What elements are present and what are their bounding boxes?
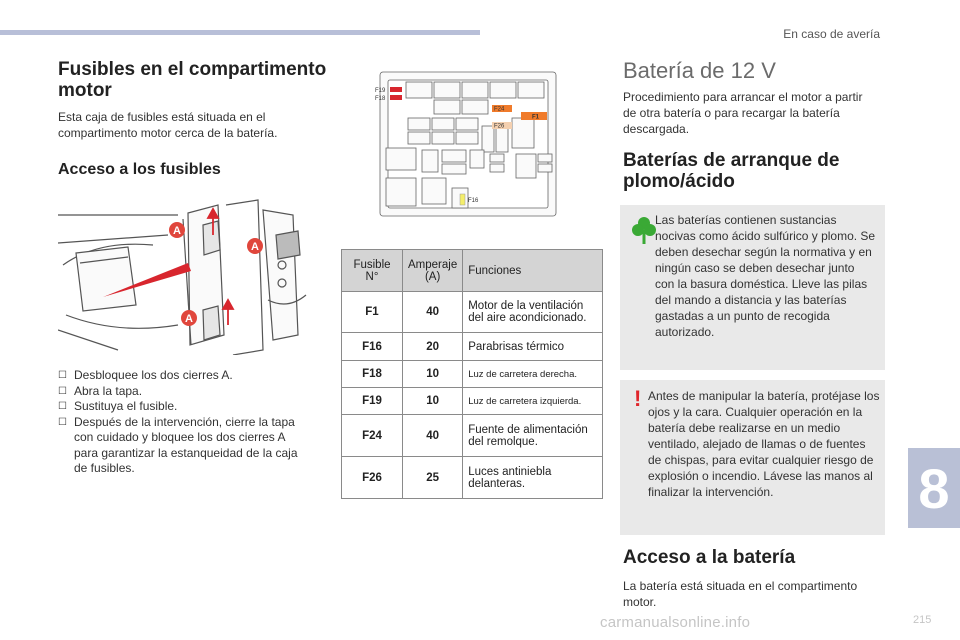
fusebox-cover-illustration	[58, 185, 308, 355]
battery-intro: Procedimiento para arrancar el motor a partir de otra batería o para recargar la batería descargada.	[623, 90, 863, 136]
fuse-f18-marker	[390, 95, 402, 100]
fuse-f19-marker	[390, 87, 402, 92]
table-row: F1 40 Motor de la ventilación del aire acondicionado.	[342, 292, 603, 333]
fusebox-diagram	[372, 70, 564, 220]
tree-icon	[632, 215, 656, 245]
table-row: F19 10 Luz de carretera izquierda.	[342, 388, 603, 415]
fuse-f1-label: F1	[532, 114, 540, 121]
exclamation-icon: !	[634, 386, 642, 411]
fuse-f16-label: F16	[468, 198, 479, 204]
fuses-title: Fusibles en el compartimento motor	[58, 59, 327, 101]
battery-access-title: Acceso a la batería	[623, 547, 796, 568]
table-row: F26 25 Luces antiniebla delanteras.	[342, 457, 603, 499]
battery-title: Batería de 12 V	[623, 58, 776, 83]
safety-warning-text: Antes de manipular la batería, protéjase los ojos y la cara. Cualquier operación en la batería debe realizarse en un medio ventilado, alejado de llamas o de fuentes de chispas, para evitar cualquier riesgo de explosión o incendio. Lávese las manos al finalizar la intervención.	[648, 389, 880, 499]
fuses-intro: Esta caja de fusibles está situada en el compartimento motor cerca de la batería.	[58, 110, 278, 140]
page-number: 215	[913, 614, 932, 626]
table-row: F16 20 Parabrisas térmico	[342, 333, 603, 361]
lead-acid-title: Baterías de arranque de plomo/ácido	[623, 150, 840, 192]
step-item: ☐ Después de la intervención, cierre la tapa con cuidado y bloquee los dos cierres A para garantizar la estanqueidad de la caja de fusibles.	[58, 415, 308, 477]
watermark: carmanualsonline.info	[600, 614, 751, 631]
marker-a-1	[169, 222, 185, 238]
col-header-amperage: Amperaje (A)	[403, 250, 463, 292]
svg-text:A: A	[185, 313, 193, 325]
header-bar	[0, 30, 480, 35]
access-fuses-title: Acceso a los fusibles	[58, 161, 221, 178]
fuse-f18-label: F18	[375, 96, 386, 102]
fuse-table	[341, 249, 603, 499]
section-header: En caso de avería	[783, 27, 880, 41]
marker-a-3	[181, 310, 197, 326]
col-header-functions: Funciones	[463, 250, 603, 292]
fuse-f26-label: F26	[494, 123, 505, 130]
svg-text:A: A	[173, 225, 181, 237]
fuse-replacement-steps	[58, 368, 308, 477]
safety-warning	[620, 380, 885, 535]
environment-notice	[620, 205, 885, 370]
chapter-tab: 8	[908, 448, 960, 528]
marker-a-2	[247, 238, 263, 254]
svg-text:A: A	[251, 241, 259, 253]
battery-access-text: La batería está situada en el compartimento motor.	[623, 579, 858, 609]
step-item: ☐ Desbloquee los dos cierres A.	[58, 368, 308, 384]
table-row: F18 10 Luz de carretera derecha.	[342, 361, 603, 388]
step-item: ☐ Abra la tapa.	[58, 384, 308, 400]
environment-notice-text: Las baterías contienen sustancias nocivas como ácido sulfúrico y plomo. Se deben desechar según la normativa y en ningún caso se deben desechar junto con la basura doméstica. Lleve las pilas del mando a distancia y las baterías gastadas a un punto de recogida autorizado.	[655, 213, 876, 339]
step-item: ☐ Sustituya el fusible.	[58, 399, 308, 415]
fuse-f19-label: F19	[375, 88, 386, 94]
fuse-f24-label: F24	[494, 106, 505, 113]
fuse-f16-marker	[460, 194, 465, 205]
table-row: F24 40 Fuente de alimentación del remolque.	[342, 415, 603, 457]
col-header-fuse: Fusible N°	[342, 250, 403, 292]
